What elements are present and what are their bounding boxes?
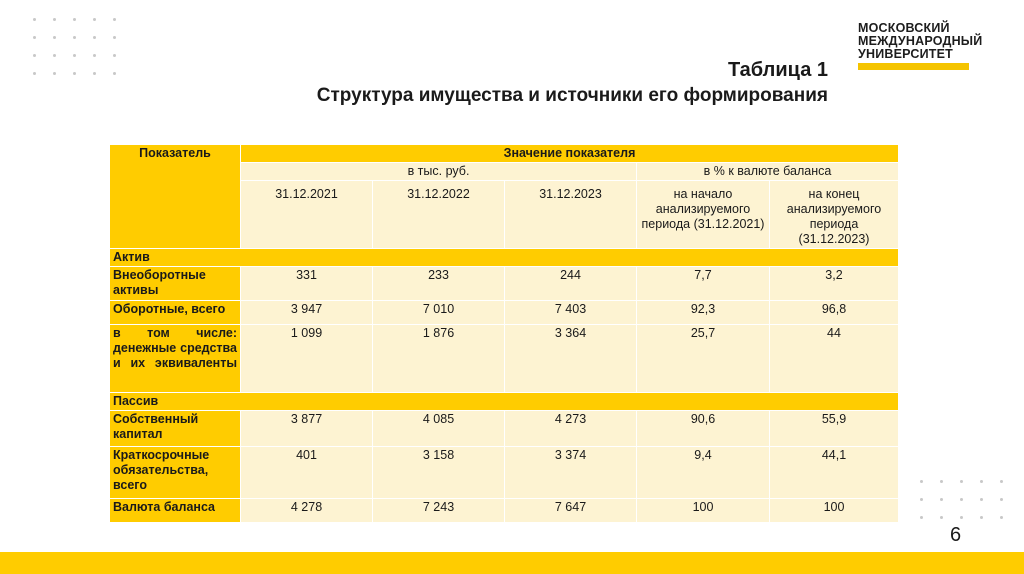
table-cell: 3 374 — [505, 447, 637, 499]
table-cell: 3 158 — [373, 447, 505, 499]
percent-header: в % к валюте баланса — [637, 163, 899, 181]
table-cell: 7 647 — [505, 499, 637, 523]
table-cell: 90,6 — [637, 411, 770, 447]
row-label: Краткосрочные обязательства, всего — [110, 447, 241, 499]
table-cell: 233 — [373, 267, 505, 301]
row-label: Валюта баланса — [110, 499, 241, 523]
table-cell: 3,2 — [770, 267, 899, 301]
logo-line: МОСКОВСКИЙ — [858, 21, 950, 35]
table-cell: 1 876 — [373, 325, 505, 393]
table-cell: 1 099 — [241, 325, 373, 393]
table-cell: 331 — [241, 267, 373, 301]
table-cell: 92,3 — [637, 301, 770, 325]
row-label: в том числе: денежные средства и их эквиваленты — [110, 325, 241, 393]
pct-end-header: на конец анализируемого периода (31.12.2023) — [770, 181, 899, 249]
table-row — [110, 447, 899, 499]
date-header: 31.12.2023 — [505, 181, 637, 249]
table-cell: 3 364 — [505, 325, 637, 393]
table-cell: 3 947 — [241, 301, 373, 325]
table-cell: 7 010 — [373, 301, 505, 325]
table-cell: 3 877 — [241, 411, 373, 447]
table-cell: 244 — [505, 267, 637, 301]
row-label: Оборотные, всего — [110, 301, 241, 325]
table-cell: 55,9 — [770, 411, 899, 447]
section-liabilities: Пассив — [110, 393, 899, 411]
date-header: 31.12.2021 — [241, 181, 373, 249]
table-cell: 7 243 — [373, 499, 505, 523]
table-cell: 4 085 — [373, 411, 505, 447]
table-cell: 25,7 — [637, 325, 770, 393]
table-cell: 7 403 — [505, 301, 637, 325]
logo-bar — [858, 63, 969, 70]
decorative-dot-grid — [33, 18, 133, 90]
table-row — [110, 499, 899, 523]
table-cell: 44 — [770, 325, 899, 393]
table-row — [110, 325, 899, 393]
university-logo — [858, 22, 1008, 70]
logo-line: УНИВЕРСИТЕТ — [858, 47, 953, 61]
indicator-header: Показатель — [110, 145, 241, 249]
table-cell: 100 — [637, 499, 770, 523]
slide-title: Структура имущества и источники его формирования — [316, 85, 828, 106]
pct-start-header: на начало анализируемого периода (31.12.2021) — [637, 181, 770, 249]
table-cell: 100 — [770, 499, 899, 523]
table-row — [110, 267, 899, 301]
table-cell: 44,1 — [770, 447, 899, 499]
decorative-dot-grid — [920, 480, 1020, 534]
page-number: 6 — [950, 524, 962, 546]
row-label: Внеоборотные активы — [110, 267, 241, 301]
section-row — [110, 393, 899, 411]
date-header: 31.12.2022 — [373, 181, 505, 249]
table-row — [110, 411, 899, 447]
table-cell: 9,4 — [637, 447, 770, 499]
table-cell: 4 273 — [505, 411, 637, 447]
table-cell: 401 — [241, 447, 373, 499]
table-cell: 4 278 — [241, 499, 373, 523]
balance-table — [109, 144, 899, 523]
table-cell: 7,7 — [637, 267, 770, 301]
section-assets: Актив — [110, 249, 899, 267]
header-row — [110, 145, 899, 163]
logo-line: МЕЖДУНАРОДНЫЙ — [858, 34, 983, 48]
row-label: Собственный капитал — [110, 411, 241, 447]
bottom-accent-bar — [0, 552, 1024, 574]
thousand-rub-header: в тыс. руб. — [241, 163, 637, 181]
value-group-header: Значение показателя — [241, 145, 899, 163]
table-cell: 96,8 — [770, 301, 899, 325]
section-row — [110, 249, 899, 267]
table-number: Таблица 1 — [727, 59, 828, 81]
table-row — [110, 301, 899, 325]
balance-table-wrapper — [109, 144, 899, 523]
